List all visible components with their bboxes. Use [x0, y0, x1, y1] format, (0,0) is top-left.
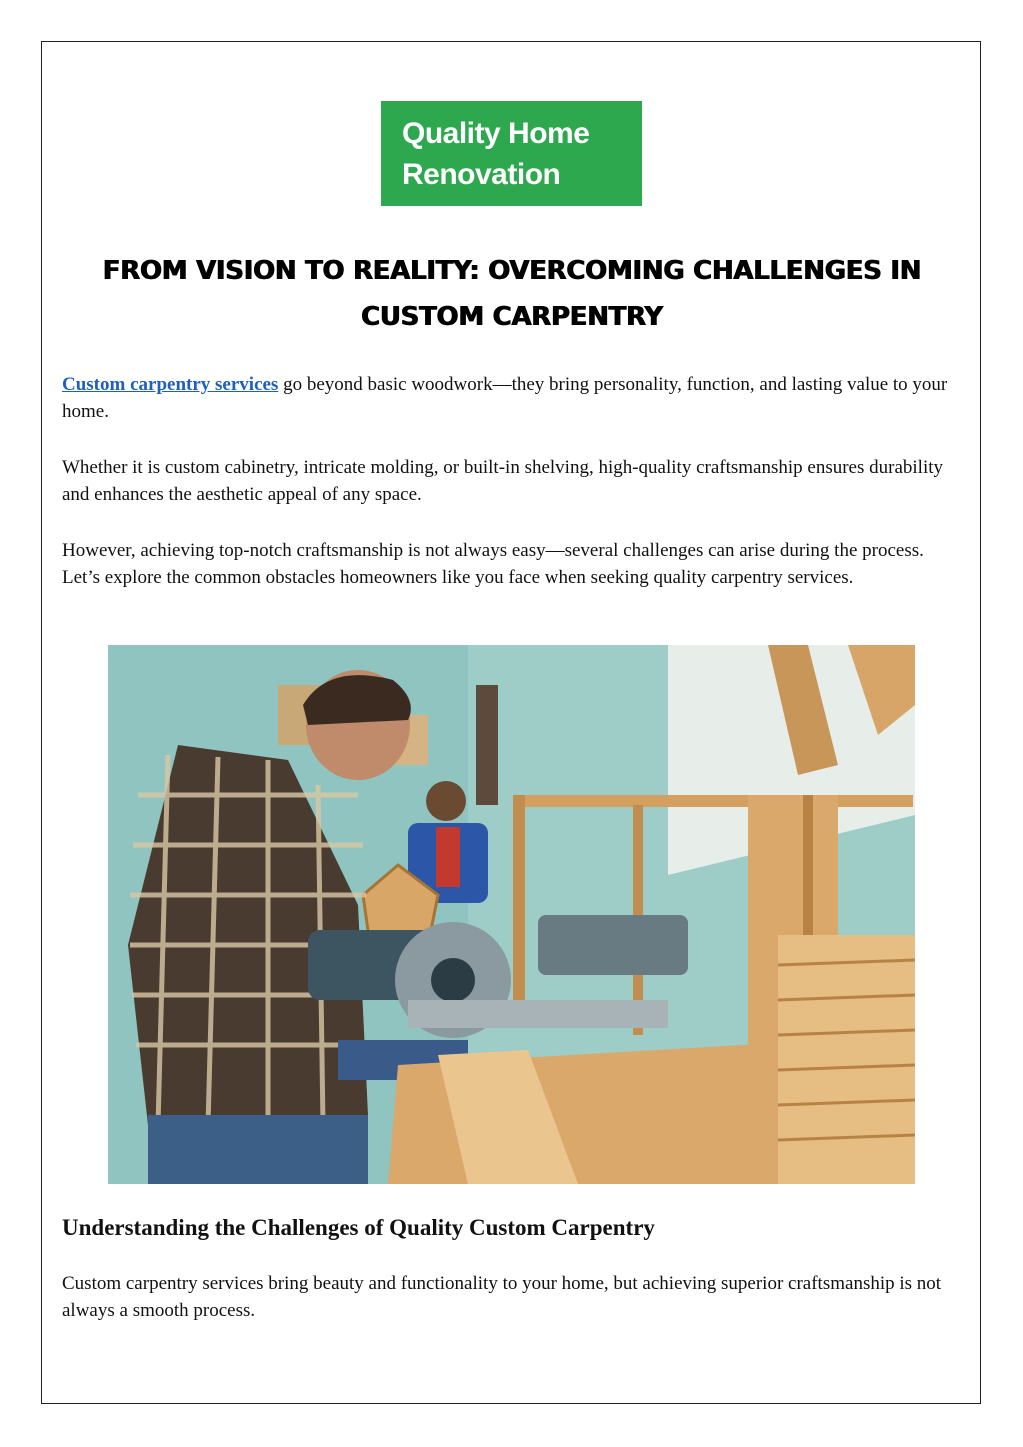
logo-line-2: Renovation — [402, 158, 561, 191]
intro-paragraph — [62, 371, 952, 425]
carpentry-workshop-photo — [108, 645, 915, 1184]
title-line-1: FROM VISION TO REALITY: OVERCOMING CHALLENGES IN — [102, 256, 921, 286]
paragraph-3: However, achieving top-notch craftsmanship is not always easy—several challenges can arise during the process. Let’s explore the common obstacles homeowners like you face when seeking quality carpentry services. — [62, 540, 924, 588]
logo-line-1: Quality Home — [402, 117, 590, 150]
section-paragraph: Custom carpentry services bring beauty and functionality to your home, but achieving superior craftsmanship is not always a smooth process. — [62, 1273, 942, 1321]
paragraph-2: Whether it is custom cabinetry, intricate molding, or built-in shelving, high-quality craftsmanship ensures durability and enhances the aesthetic appeal of any space. — [62, 457, 944, 505]
company-logo — [381, 101, 642, 206]
intro-text: go beyond basic woodwork—they bring personality, function, and lasting value to your home. — [62, 374, 948, 422]
section-heading: Understanding the Challenges of Quality Custom Carpentry — [62, 1215, 655, 1240]
custom-carpentry-link[interactable]: Custom carpentry services — [62, 374, 279, 395]
page-title — [60, 248, 963, 340]
title-line-2: CUSTOM CARPENTRY — [360, 302, 663, 332]
